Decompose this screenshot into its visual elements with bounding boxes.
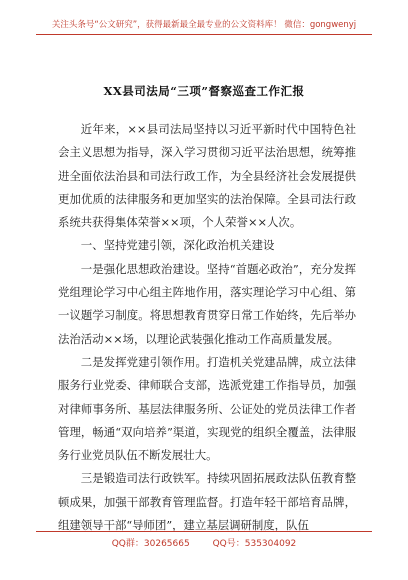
footer-qq-group: QQ群：30265665 xyxy=(111,539,190,549)
footer-qq: QQ号：535304092 xyxy=(212,539,297,549)
body-paragraph: 二是发挥党建引领作用。打造机关党建品牌，成立法律服务行业党委、律师联合支部，选派党建工作指导员，加强对律师事务所、基层法律服务所、公证处的党员法律工作者管理，畅通“双向培养”渠道，实现党的组织全覆盖，法律服务行业党员队伍不断发展壮大。 xyxy=(58,354,356,463)
document-body xyxy=(58,118,356,537)
body-paragraph: 三是锻造司法行政铁军。持续巩固拓展政法队伍教育整顿成果，加强干部教育管理监督。打造年轻干部培育品牌，组建领导干部“导师团”，建立基层调研制度，队伍 xyxy=(58,471,356,533)
footer xyxy=(0,536,408,549)
footer-divider xyxy=(36,531,372,532)
body-paragraph: 一是强化思想政治建设。坚持“首题必政治”，充分发挥党组理论学习中心组主阵地作用，落实理论学习中心组、第一议题学习制度。将思想教育贯穿日常工作始终，先后举办法治活动××场，以理论武装强化推动工作高质量发展。 xyxy=(58,261,356,346)
section-heading: 一、坚持党建引领，深化政治机关建设 xyxy=(80,238,275,253)
header-banner: 关注头条号“公文研究”，获得最新最全最专业的公文资料库！ 微信：gongwenyj xyxy=(51,20,357,30)
document-title: XX县司法局“三项”督察巡查工作汇报 xyxy=(103,84,305,98)
header-divider xyxy=(36,34,372,35)
intro-paragraph: 近年来，××县司法局坚持以习近平新时代中国特色社会主义思想为指导，深入学习贯彻习近平法治思想，统筹推进全面依法治县和司法行政工作，为全县经济社会发展提供更加优质的法律服务和更加坚实的法治保障。全县司法行政系统共获得集体荣誉××项，个人荣誉××人次。 xyxy=(58,122,356,230)
